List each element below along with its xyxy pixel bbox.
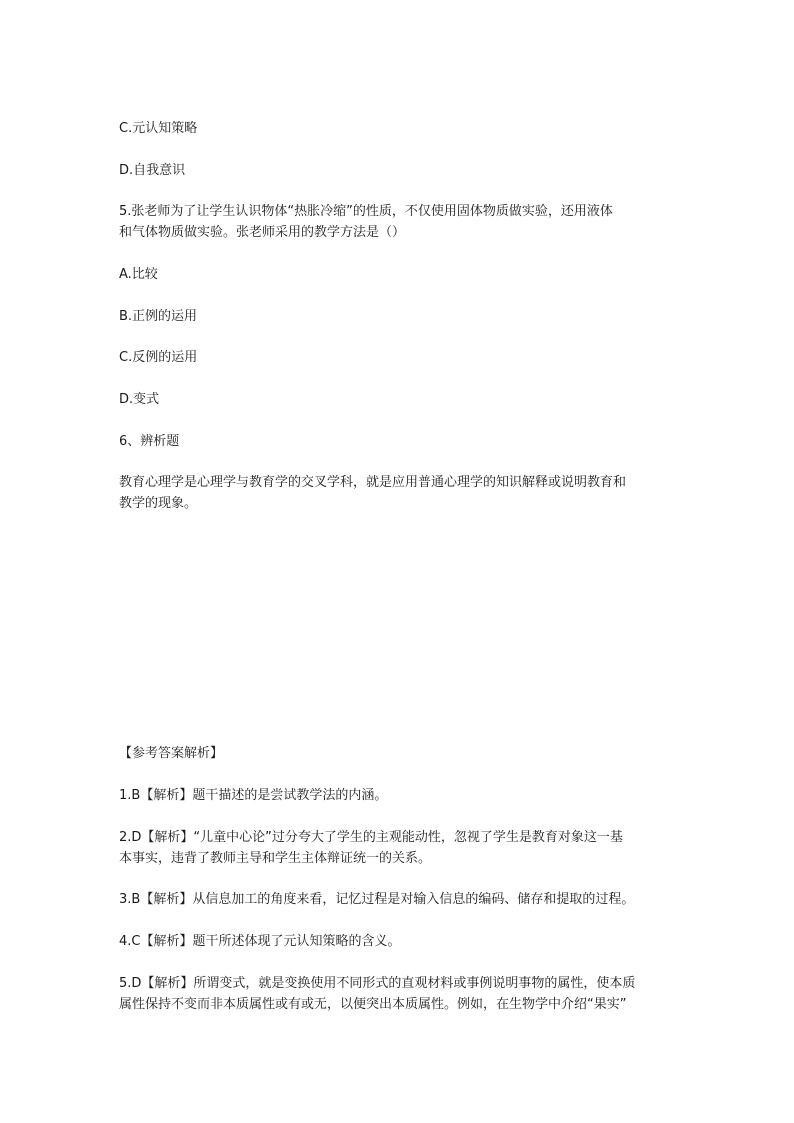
- q5-option-c: C.反例的运用: [119, 350, 198, 365]
- section6-text-line1: 教育心理学是心理学与教育学的交叉学科，就是应用普通心理学的知识解释或说明教育和: [119, 475, 627, 490]
- q5-option-d: D.变式: [119, 392, 160, 407]
- q4-option-d: D.自我意识: [119, 163, 186, 178]
- section6-text-line2: 教学的现象。: [119, 496, 198, 511]
- answer-4: 4.C【解析】题干所述体现了元认知策略的含义。: [119, 934, 401, 949]
- answers-heading: 【参考答案解析】: [119, 746, 224, 761]
- q5-option-b: B.正例的运用: [119, 309, 198, 324]
- answer-2-line1: 2.D【解析】“儿童中心论”过分夸大了学生的主观能动性，忽视了学生是教育对象这一基: [119, 830, 623, 845]
- answer-5-line2: 属性保持不变而非本质属性或有或无，以便突出本质属性。例如，在生物学中介绍“果实”: [119, 997, 627, 1012]
- q5-option-a: A.比较: [119, 267, 158, 282]
- q5-stem-line2: 和气体物质做实验。张老师采用的教学方法是（）: [119, 225, 406, 240]
- answer-3: 3.B【解析】从信息加工的角度来看，记忆过程是对输入信息的编码、储存和提取的过程。: [119, 892, 635, 907]
- answer-1: 1.B【解析】题干描述的是尝试教学法的内涵。: [119, 788, 388, 803]
- answer-2-line2: 本事实，违背了教师主导和学生主体辩证统一的关系。: [119, 851, 432, 866]
- section6-title: 6、辨析题: [119, 434, 180, 449]
- q4-option-c: C.元认知策略: [119, 121, 198, 136]
- q5-stem-line1: 5.张老师为了让学生认识物体“热胀冷缩”的性质，不仅使用固体物质做实验，还用液体: [119, 204, 613, 219]
- answer-5-line1: 5.D【解析】所谓变式，就是变换使用不同形式的直观材料或事例说明事物的属性，使本质: [119, 976, 636, 991]
